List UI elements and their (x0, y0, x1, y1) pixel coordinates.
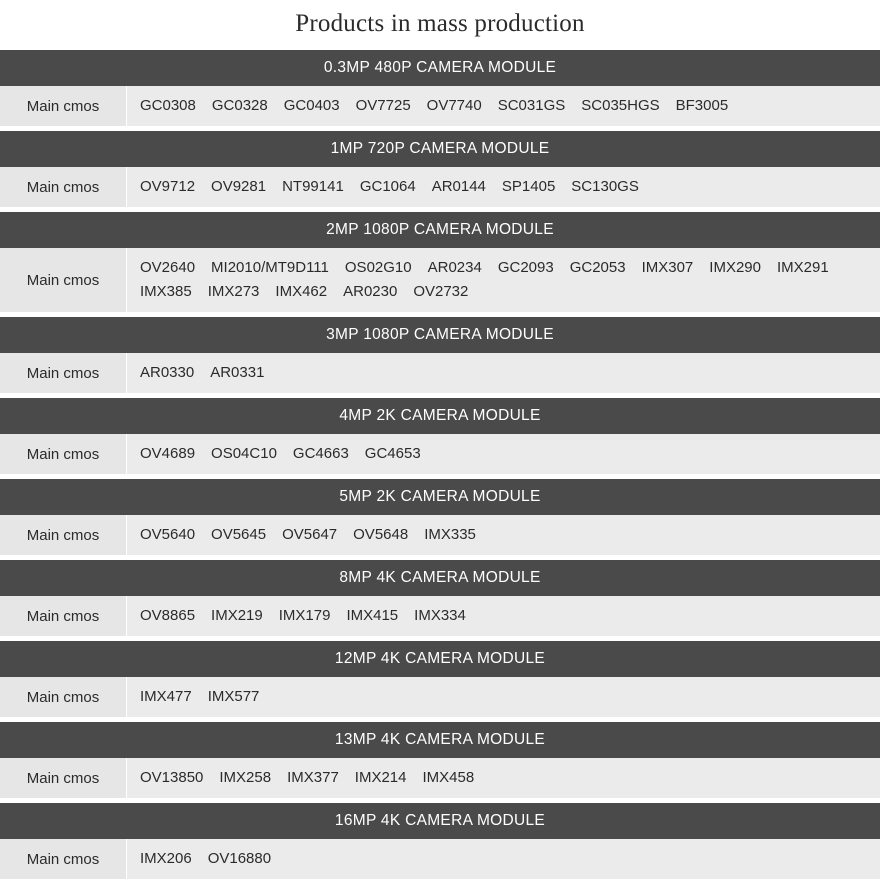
row-label: Main cmos (0, 677, 127, 717)
sensor-model: OV13850 (140, 769, 204, 786)
product-section (0, 641, 880, 718)
products-table (0, 50, 880, 880)
sensor-model: IMX273 (207, 283, 260, 300)
sensor-model: OV4689 (140, 445, 196, 462)
page-title: Products in mass production (295, 10, 585, 37)
sensor-model: OV5648 (353, 526, 409, 543)
row-label: Main cmos (0, 434, 127, 474)
sensor-model: IMX462 (275, 283, 328, 300)
table-row (0, 167, 880, 208)
table-row (0, 434, 880, 475)
sensor-model: IMX334 (414, 607, 466, 624)
sensor-model: AR0331 (210, 364, 265, 381)
table-row (0, 839, 880, 880)
table-row (0, 86, 880, 127)
sensor-model: OV8865 (140, 607, 196, 624)
product-section (0, 479, 880, 556)
section-header: 5MP 2K CAMERA MODULE (0, 479, 880, 515)
section-header: 16MP 4K CAMERA MODULE (0, 803, 880, 839)
sensor-model: OV7725 (355, 97, 411, 114)
sensor-model: OV9281 (211, 178, 267, 195)
table-row (0, 677, 880, 718)
sensor-model: OV5647 (282, 526, 338, 543)
sensor-model: IMX219 (211, 607, 263, 624)
sensor-model: IMX290 (709, 259, 761, 276)
section-header: 13MP 4K CAMERA MODULE (0, 722, 880, 758)
product-section (0, 212, 880, 313)
section-header: 8MP 4K CAMERA MODULE (0, 560, 880, 596)
sensor-model: IMX577 (207, 688, 260, 705)
section-header: 12MP 4K CAMERA MODULE (0, 641, 880, 677)
sensor-model: SC035HGS (581, 97, 660, 114)
sensor-model: IMX377 (287, 769, 339, 786)
sensor-model: AR0234 (427, 259, 482, 276)
sensor-model: IMX385 (140, 283, 192, 300)
row-values (127, 596, 880, 636)
sensor-model: IMX258 (219, 769, 272, 786)
section-header: 1MP 720P CAMERA MODULE (0, 131, 880, 167)
row-label: Main cmos (0, 248, 127, 312)
sensor-model: GC1064 (359, 178, 416, 195)
sensor-model: IMX335 (424, 526, 476, 543)
section-header: 3MP 1080P CAMERA MODULE (0, 317, 880, 353)
section-header: 0.3MP 480P CAMERA MODULE (0, 50, 880, 86)
product-section (0, 722, 880, 799)
row-values (127, 515, 880, 555)
row-values (127, 248, 880, 312)
sensor-model: GC2093 (497, 259, 554, 276)
row-label: Main cmos (0, 758, 127, 798)
sensor-model: IMX214 (354, 769, 407, 786)
sensor-model: GC4653 (364, 445, 421, 462)
row-label: Main cmos (0, 353, 127, 393)
sensor-model: IMX179 (278, 607, 331, 624)
table-row (0, 248, 880, 313)
product-section (0, 398, 880, 475)
row-label: Main cmos (0, 167, 127, 207)
sensor-model: OV2732 (413, 283, 469, 300)
sensor-model: NT99141 (282, 178, 344, 195)
sensor-model: IMX415 (346, 607, 399, 624)
sensor-model: SP1405 (501, 178, 556, 195)
sensor-model: OS02G10 (344, 259, 412, 276)
sensor-model: AR0144 (431, 178, 486, 195)
row-label: Main cmos (0, 515, 127, 555)
section-header: 4MP 2K CAMERA MODULE (0, 398, 880, 434)
product-section (0, 560, 880, 637)
table-row (0, 353, 880, 394)
sensor-model: AR0330 (140, 364, 195, 381)
row-values (127, 167, 880, 207)
sensor-model: IMX291 (776, 259, 829, 276)
row-values (127, 86, 880, 126)
sensor-model: OV16880 (207, 850, 272, 867)
sensor-model: IMX307 (641, 259, 694, 276)
sensor-model: OV5640 (140, 526, 196, 543)
sensor-model: GC2053 (569, 259, 626, 276)
product-section (0, 803, 880, 880)
row-label: Main cmos (0, 596, 127, 636)
sensor-model: OV5645 (211, 526, 267, 543)
sensor-model: GC0328 (211, 97, 268, 114)
row-label: Main cmos (0, 839, 127, 879)
sensor-model: GC4663 (292, 445, 349, 462)
row-label: Main cmos (0, 86, 127, 126)
sensor-model: IMX458 (422, 769, 475, 786)
table-row (0, 758, 880, 799)
sensor-model: OV7740 (426, 97, 482, 114)
table-row (0, 515, 880, 556)
sensor-model: AR0230 (343, 283, 398, 300)
sensor-model: OS04C10 (211, 445, 277, 462)
row-values (127, 758, 880, 798)
product-section (0, 50, 880, 127)
row-values (127, 434, 880, 474)
product-section (0, 131, 880, 208)
sensor-model: OV9712 (140, 178, 196, 195)
product-section (0, 317, 880, 394)
sensor-model: GC0403 (283, 97, 340, 114)
sensor-model: GC0308 (140, 97, 196, 114)
row-values (127, 839, 880, 879)
sensor-model: IMX206 (140, 850, 192, 867)
sensor-model: SC130GS (571, 178, 639, 195)
row-values (127, 353, 880, 393)
sensor-model: BF3005 (675, 97, 729, 114)
sensor-model: SC031GS (497, 97, 566, 114)
section-header: 2MP 1080P CAMERA MODULE (0, 212, 880, 248)
sensor-model: OV2640 (140, 259, 196, 276)
sensor-model: IMX477 (140, 688, 192, 705)
table-row (0, 596, 880, 637)
sensor-model: MI2010/MT9D111 (211, 259, 329, 276)
row-values (127, 677, 880, 717)
